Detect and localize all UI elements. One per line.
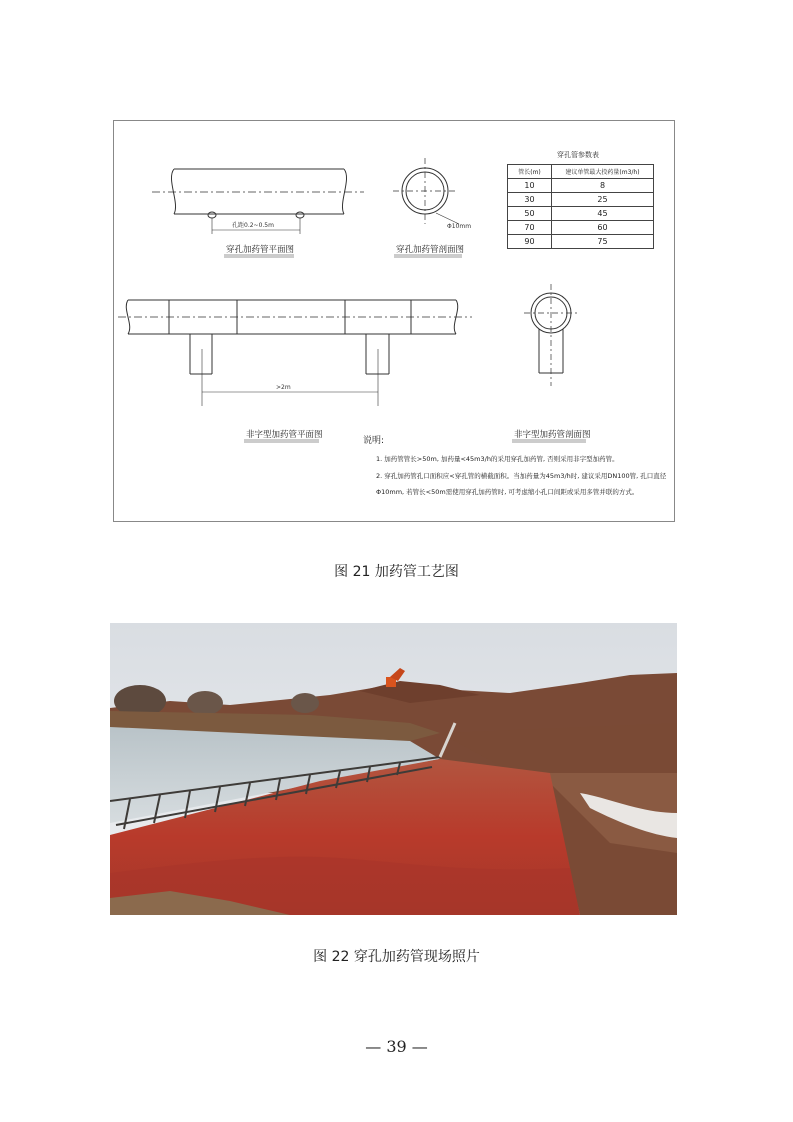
table-row <box>508 193 654 207</box>
table-cell: 75 <box>552 235 654 249</box>
notes-title: 说明: <box>363 436 385 446</box>
perforated-section-label: 穿孔加药管剖面图 <box>396 245 465 255</box>
span-label: >2m <box>276 384 291 391</box>
table-header-cell: 管长(m) <box>508 165 552 179</box>
diameter-label: Φ10mm <box>447 223 472 230</box>
table-header-cell: 建议单管最大投药量(m3/h) <box>552 165 654 179</box>
perforated-pipe-section <box>393 158 459 224</box>
figure-22-caption: 图 22 穿孔加药管现场照片 <box>313 949 480 965</box>
page-number: — 39 — <box>365 1037 428 1056</box>
table-cell: 25 <box>552 193 654 207</box>
site-photo-illustration <box>110 623 677 915</box>
table-cell: 90 <box>508 235 552 249</box>
table-cell: 70 <box>508 221 552 235</box>
figure-21-caption: 图 21 加药管工艺图 <box>334 564 459 580</box>
table-cell: 10 <box>508 179 552 193</box>
table-row <box>508 221 654 235</box>
table-cell: 30 <box>508 193 552 207</box>
table-row <box>508 207 654 221</box>
figure-22-photo <box>110 623 677 915</box>
perforated-plan-label: 穿孔加药管平面图 <box>226 245 295 255</box>
table-cell: 8 <box>552 179 654 193</box>
note-line: 2. 穿孔加药管孔口面积应<穿孔管的横截面积。当加药量为45m3/h时, 建议采用DN100管, 孔口直径 <box>376 472 667 480</box>
figure-21-drawing <box>113 120 675 522</box>
table-cell: 60 <box>552 221 654 235</box>
branch-pipe-section <box>524 284 578 386</box>
branch-pipe-plan <box>118 300 472 406</box>
parameter-table <box>507 164 654 249</box>
table-cell: 50 <box>508 207 552 221</box>
parameter-table-title: 穿孔管参数表 <box>557 151 599 159</box>
table-row <box>508 179 654 193</box>
branch-section-label: 非字型加药管剖面图 <box>514 430 591 440</box>
note-line: 1. 加药管管长>50m, 加药量<45m3/h的采用穿孔加药管, 否则采用非字型加药管。 <box>376 455 619 463</box>
note-line: Φ10mm, 若管长<50m需使用穿孔加药管时, 可考虑缩小孔口间距或采用多管并联的方式。 <box>376 488 639 496</box>
table-row <box>508 235 654 249</box>
hole-spacing-label: 孔距0.2~0.5m <box>232 222 274 229</box>
table-header-row <box>508 165 654 179</box>
branch-plan-label: 非字型加药管平面图 <box>246 430 323 440</box>
table-cell: 45 <box>552 207 654 221</box>
